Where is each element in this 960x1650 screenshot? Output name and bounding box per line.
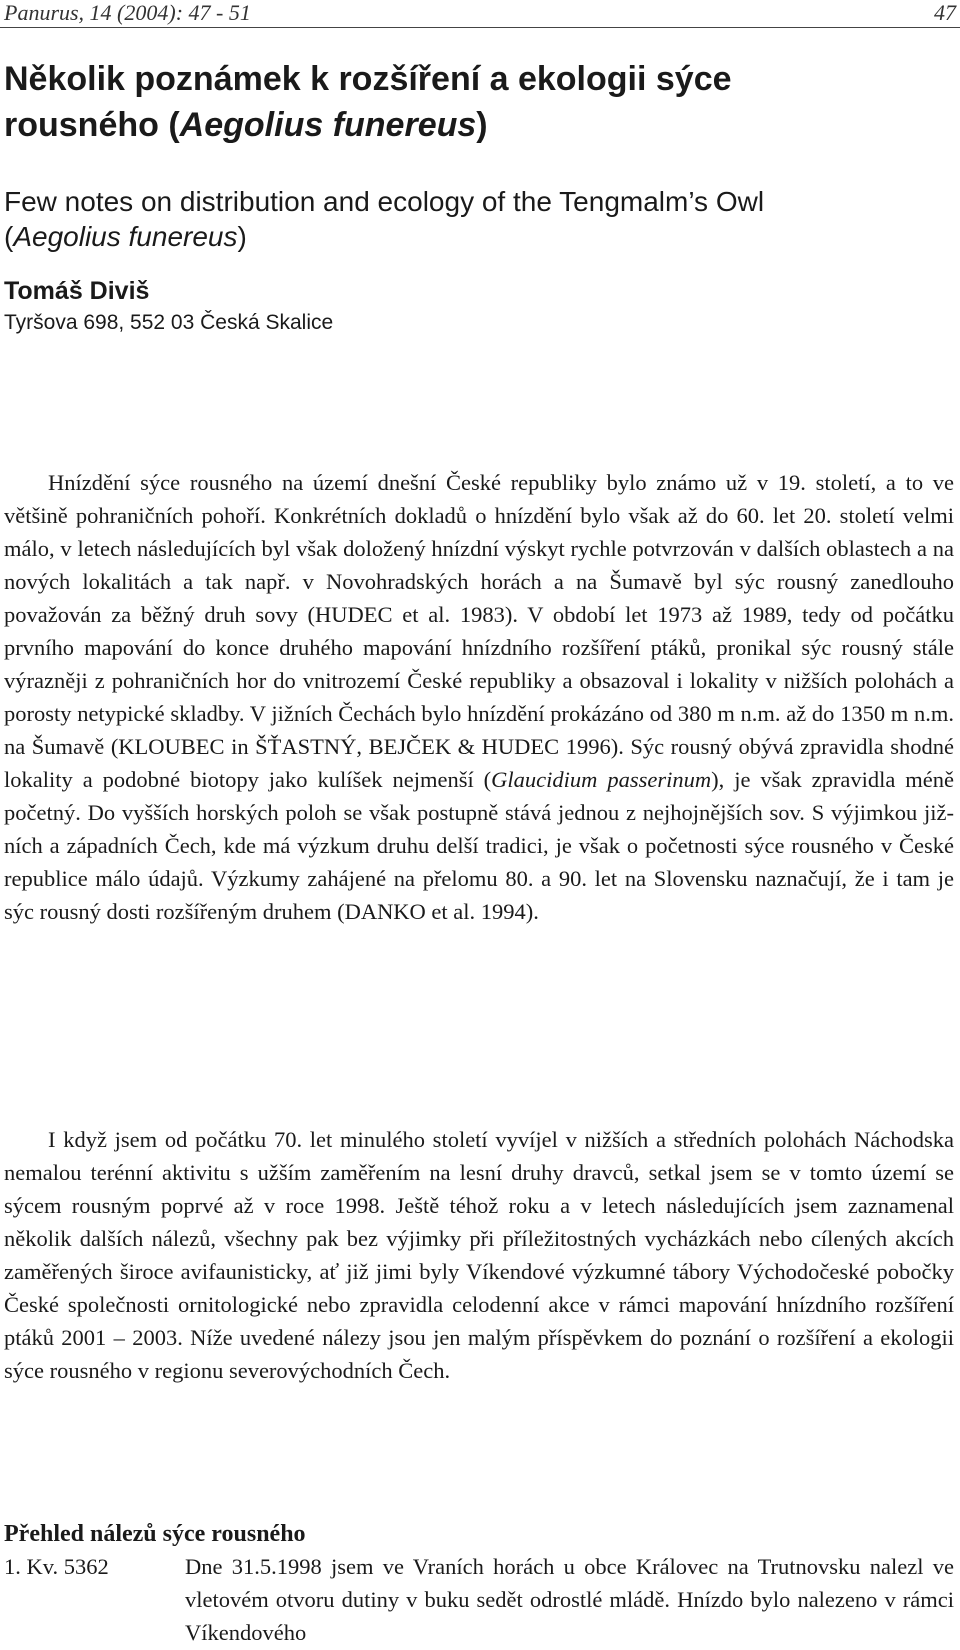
record-item	[4, 1550, 954, 1650]
author-name: Tomáš Diviš	[4, 277, 150, 305]
title-species-name: Aegolius funereus	[179, 106, 477, 144]
section-heading: Přehled nálezů sýce rousného	[4, 1521, 306, 1547]
body-paragraph-2	[4, 1123, 954, 1387]
paragraph-2-text: I když jsem od počátku 70. let minulého století vyvíjel v nižších a středních polohách Náchodska nemalou terénní aktivitu s užším zaměřením na lesní druhy dravců, setkal jsem se v tomto území se sýcem rousným poprvé až v roce 1998. Ještě téhož roku a v letech následujících jsem zaznamenal několik dalších nálezů, všechny pak bez výjimky při příležitostných vycházkách nebo cílených akcích zaměřených široce avifaunisticky, ať již jimi byly Víkendové výzkumné tábory Východočeské pobočky České společnosti ornitologické nebo zpravidla celodenní akce v rámci mapování hnízdního rozšíření ptáků 2001 – 2003. Níže uvedené nálezy jsou jen malým příspěvkem do poznání o rozšíření a ekologii sýce rousného v regionu severovýchodních Čech.	[4, 1127, 954, 1383]
body-paragraph-1	[4, 466, 954, 928]
author-address: Tyršova 698, 552 03 Česká Skalice	[4, 311, 334, 334]
title-line-2-prefix: rousného (	[4, 106, 180, 144]
subtitle-line-1: Few notes on distribution and ecology of the Tengmalm’s Owl	[4, 186, 765, 217]
paragraph-1-part-2: ), je však zpravidla méně početný. Do vyšších horských poloh se však postupně stává jednou z nejhojnějších sov. S výjimkou jižních a západních Čech, kde má výzkum druhu delší tradici, je však o početnosti sýce rousného v České republice málo údajů. Výzkumy zahájené na přelomu 80. a 90. let na Slovensku naznačují, že i tam je sýc rousný dosti rozšířeným druhem (DANKO et al. 1994).	[4, 767, 954, 924]
paragraph-1-part-1: Hnízdění sýce rousného na území dnešní České republiky bylo známo už v 19. století, a to ve většině pohraničních pohoří. Konkrétních dokladů o hnízdění bylo však až do 60. let 20. století velmi málo, v letech následujících byl však doložený hnízdní výskyt rychle potvrzován v dalších oblastech a na nových lokalitách a tak např. v Novohradských horách a na Šumavě byl sýc rousný zanedlouho považován za běžný druh sovy (HUDEC et al. 1983). V období let 1973 až 1989, tedy od počátku prvního mapování do konce druhého mapování hnízdního rozšíření ptáků, pronikal sýc rousný stále výrazněji z pohraničních hor do vnitrozemí České republiky a obsazoval i lokality v nižších polohách a porosty netypické skladby. V jižních Čechách bylo hnízdění prokázáno od 380 m n.m. až do 1350 m n.m. na Šumavě (KLOUBEC in ŠŤASTNÝ, BEJČEK & HUDEC 1996). Sýc rousný obývá zpravidla shodné lokality a podobné biotopy jako kulíšek nejmenší (	[4, 470, 954, 792]
article-title	[4, 56, 944, 148]
journal-citation: Panurus, 14 (2004): 47 - 51	[4, 0, 251, 25]
paragraph-1-species-italic: Glaucidium passerinum	[491, 767, 712, 792]
subtitle-line-2	[4, 219, 944, 254]
title-line-2-suffix: )	[476, 106, 488, 144]
subtitle-line-2-suffix: )	[237, 221, 247, 252]
subtitle-line-2-prefix: (	[4, 221, 14, 252]
title-line-2	[4, 102, 944, 148]
article-subtitle	[4, 184, 944, 254]
record-number: 1. Kv. 5362	[4, 1554, 109, 1579]
running-header	[0, 0, 960, 30]
record-text: Dne 31.5.1998 jsem ve Vraních horách u obce Královec na Trutnovsku nalezl ve vletovém otvoru dutiny v buku sedět odrostlé mládě. Hnízdo bylo nalezeno v rámci Víkendového	[185, 1554, 954, 1645]
subtitle-species-name: Aegolius funereus	[13, 221, 238, 252]
paragraph-1-text	[4, 466, 954, 928]
header-rule	[0, 27, 960, 28]
page-number: 47	[934, 0, 956, 25]
title-line-1: Několik poznámek k rozšíření a ekologii sýce	[4, 60, 732, 98]
